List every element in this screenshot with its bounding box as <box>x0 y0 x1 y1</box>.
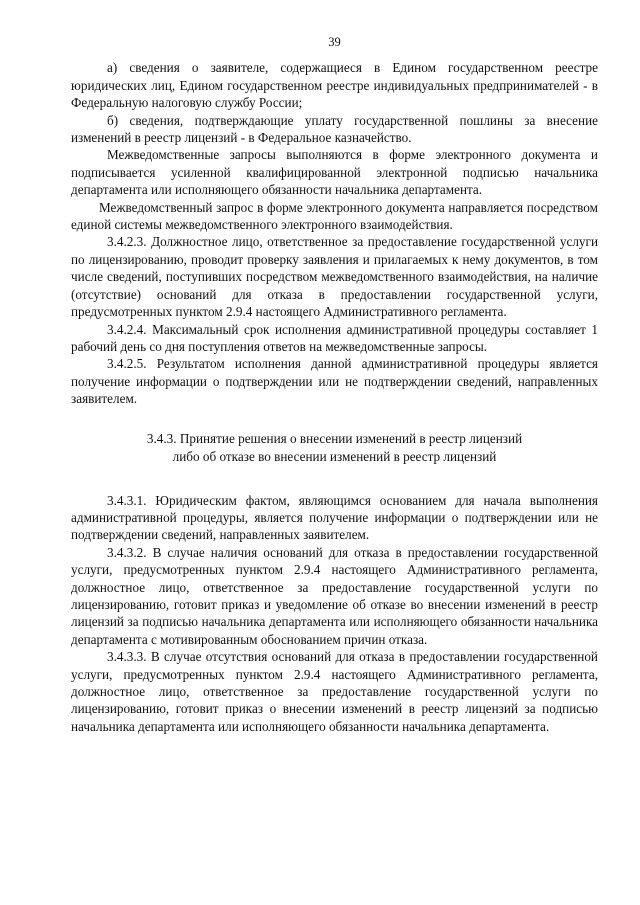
paragraph-3-4-3-3: 3.4.3.3. В случае отсутствия оснований для отказа в предоставлении государственной услуги, предусмотренных пунктом 2.9.4 настоящего Административного регламента, должностное лицо, ответственное за предоставление государственной услуги по лицензированию, готовит приказ о внесении изменений в реестр лицензий за подписью начальника департамента или исполняющего обязанности начальника департамента. <box>71 649 598 734</box>
paragraph-3-4-2-3: 3.4.2.3. Должностное лицо, ответственное за предоставление государственной услуги по лицензированию, проводит проверку заявления и прилагаемых к нему документов, в том числе сведений, поступивших посредством межведомственного взаимодействия, на наличие (отсутствие) оснований для отказа в предоставлении государственной услуги, предусмотренных пунктом 2.9.4 настоящего Административного регламента. <box>71 234 598 320</box>
paragraph-item-a: а) сведения о заявителе, содержащиеся в Едином государственном реестре юридических лиц, Едином государственном реестре индивидуальных предпринимателей - в Федеральную налоговую службу России; <box>71 60 598 111</box>
paragraph-3-4-2-4: 3.4.2.4. Максимальный срок исполнения административной процедуры составляет 1 рабочий день со дня поступления ответов на межведомственные запросы. <box>71 321 598 354</box>
paragraph-interagency-request-channel: Межведомственный запрос в форме электронного документа направляется посредством единой системы межведомственного электронного взаимодействия. <box>71 199 598 233</box>
paragraph-interagency-requests: Межведомственные запросы выполняются в форме электронного документа и подписывается усиленной квалифицированной электронной подписью начальника департамента или исполняющего обязанности начальника департамента. <box>71 147 598 198</box>
paragraph-3-4-2-5: 3.4.2.5. Результатом исполнения данной административной процедуры является получение информации о подтверждении или не подтверждении сведений, направленных заявителем. <box>71 356 598 407</box>
section-heading-line-1: 3.4.3. Принятие решения о внесении изменений в реестр лицензий <box>146 430 523 446</box>
section-heading-line-2: либо об отказе во внесении изменений в реестр лицензий <box>172 448 497 464</box>
page-number: 39 <box>328 35 341 49</box>
paragraph-3-4-3-2: 3.4.3.2. В случае наличия оснований для отказа в предоставлении государственной услуги, предусмотренных пунктом 2.9.4 настоящего Административного регламента, должностное лицо, ответственное за предоставление государственной услуги по лицензированию, готовит приказ и уведомление об отказе во внесении изменений в реестр лицензий за подписью начальника департамента или исполняющего обязанности начальника департамента с мотивированным обоснованием причин отказа. <box>71 544 598 647</box>
paragraph-item-b: б) сведения, подтверждающие уплату государственной пошлины за внесение изменений в реестр лицензий - в Федеральное казначейство. <box>71 112 598 146</box>
section-heading <box>71 430 598 466</box>
paragraph-3-4-3-1: 3.4.3.1. Юридическим фактом, являющимся основанием для начала выполнения административной процедуры, является получение информации о подтверждении или не подтверждении сведений, направленных заявителем. <box>71 492 598 543</box>
